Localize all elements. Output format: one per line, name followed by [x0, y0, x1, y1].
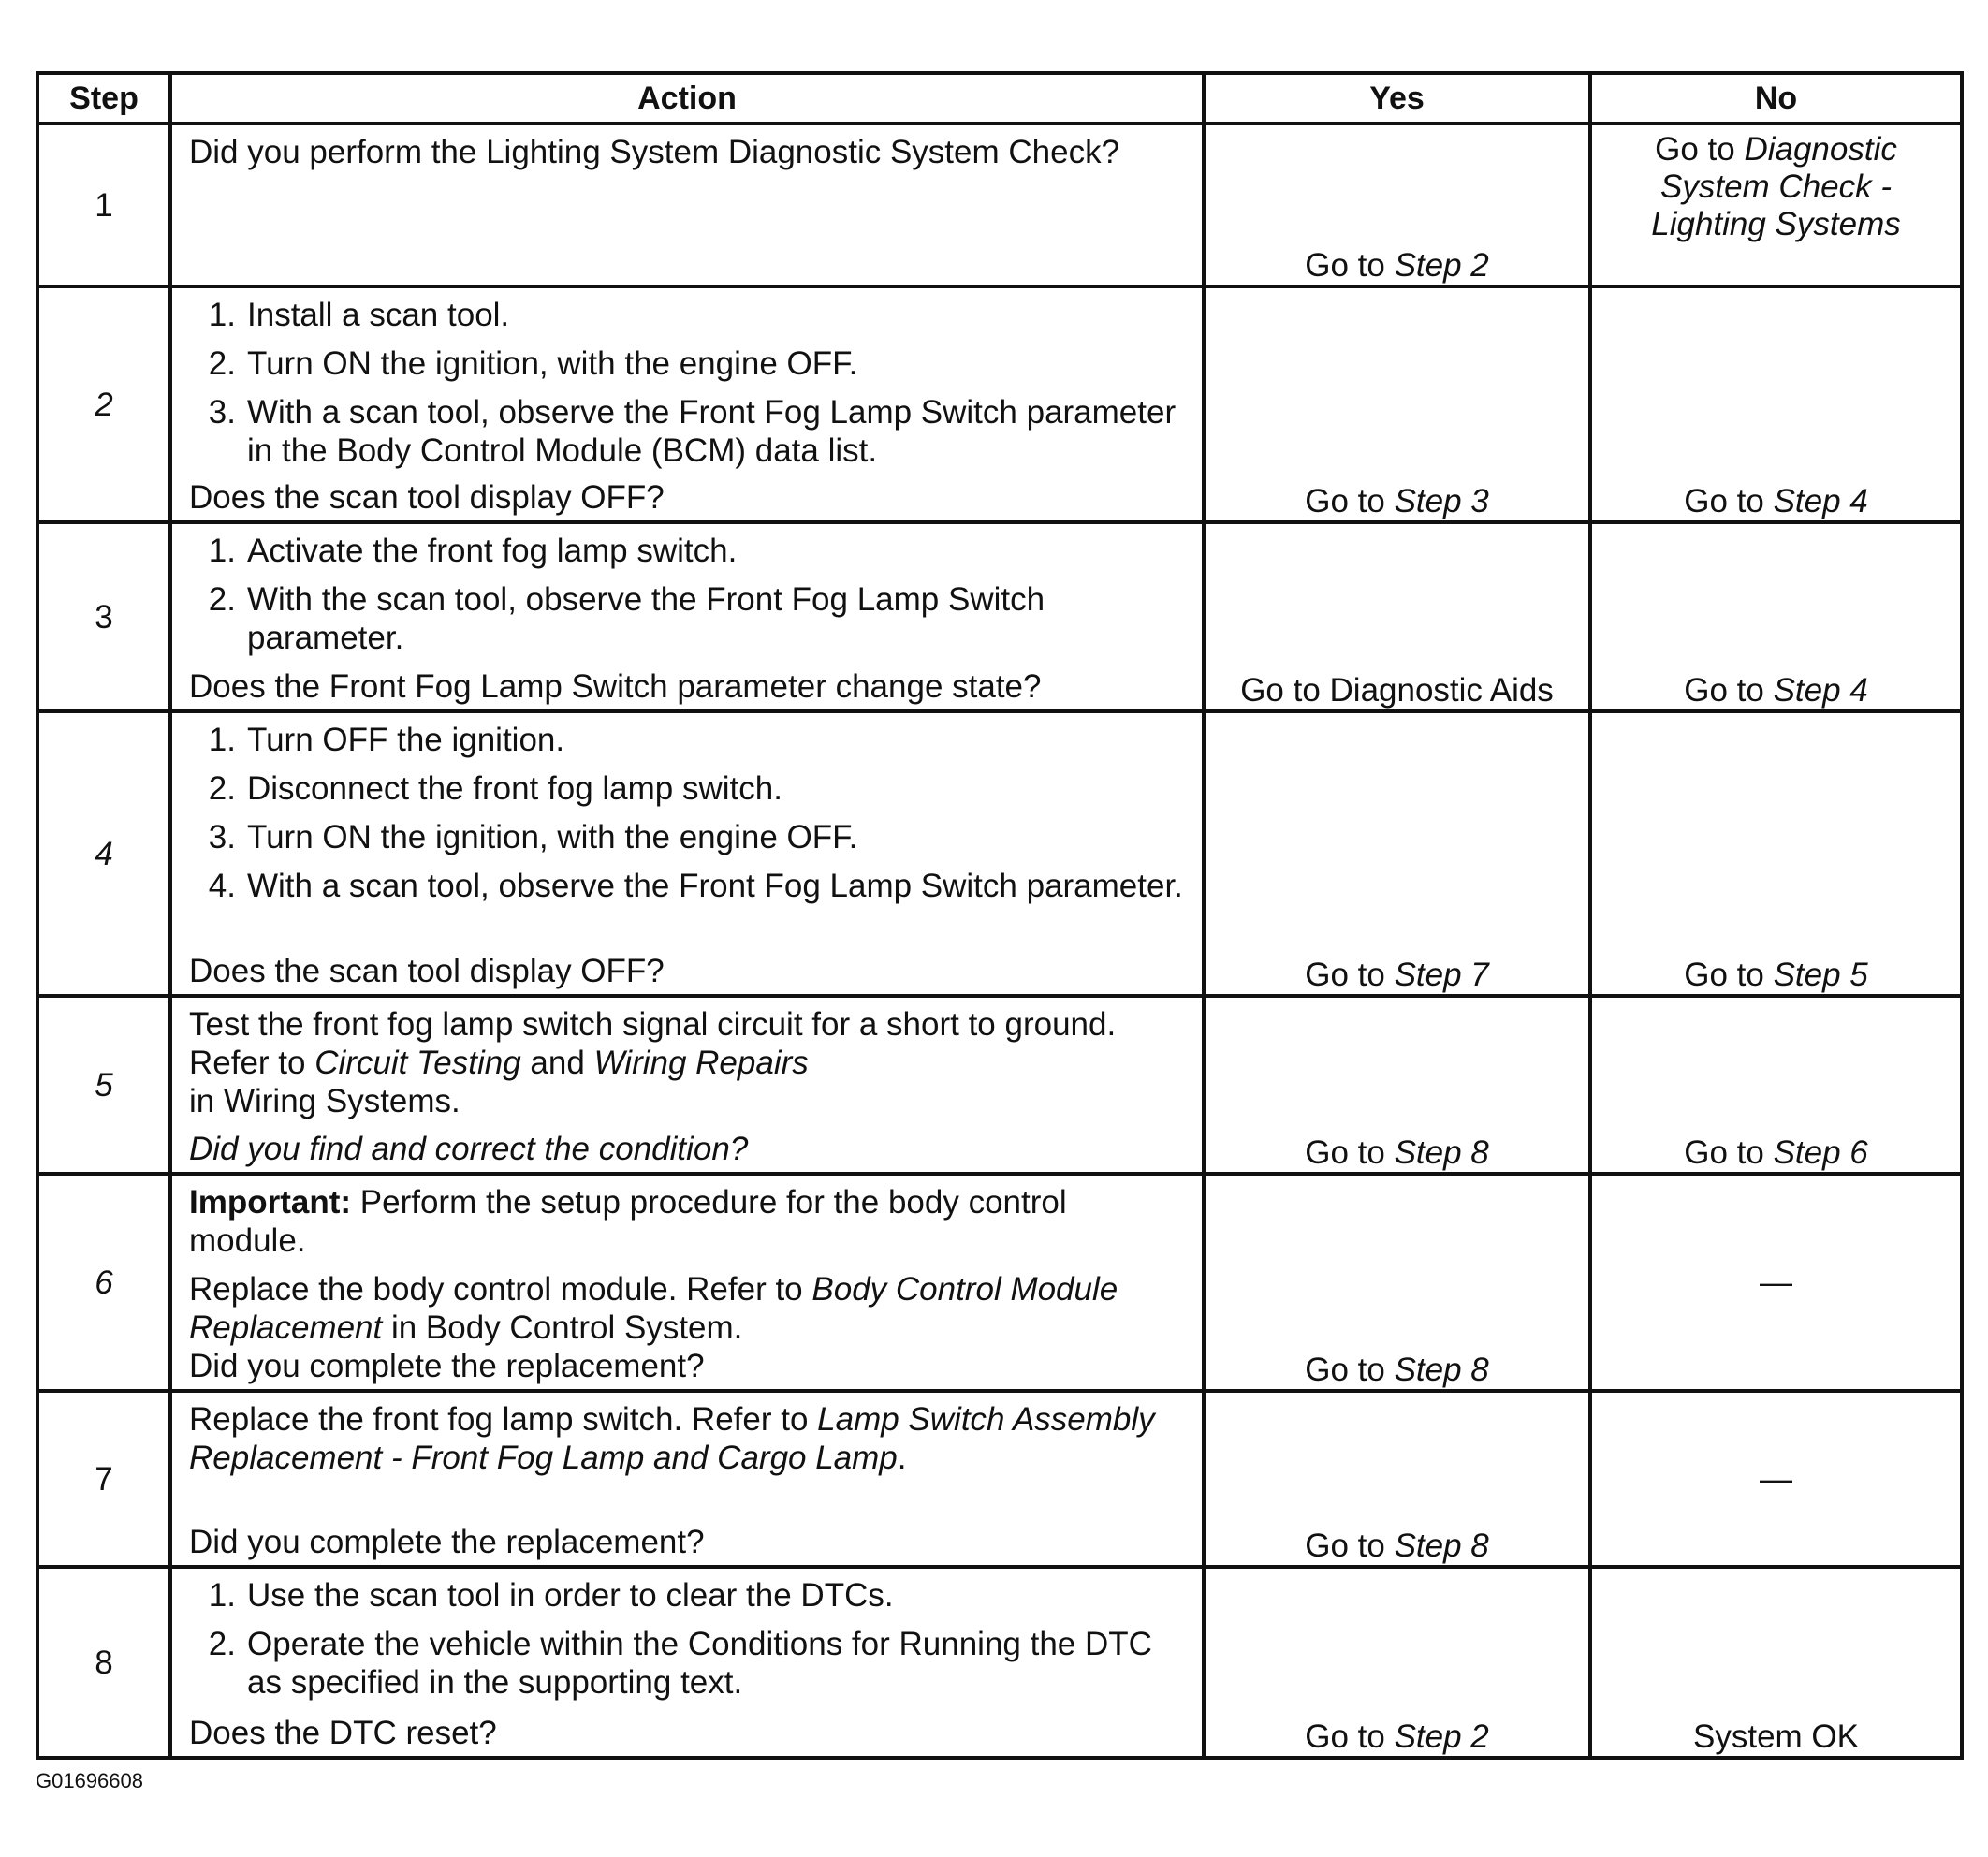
important-label: Important:: [189, 1184, 352, 1221]
question-text: Did you complete the replacement?: [189, 1524, 705, 1560]
no-prefix: Go to: [1684, 1134, 1774, 1171]
yes-link[interactable]: Go to Diagnostic Aids: [1240, 672, 1554, 709]
yes-cell: [1204, 522, 1590, 711]
step-number: 8: [37, 1567, 170, 1758]
no-step-link[interactable]: Step 4: [1773, 483, 1868, 519]
no-cell: —: [1590, 1391, 1962, 1567]
no-prefix: Go to: [1684, 483, 1774, 519]
no-link-line-1[interactable]: Diagnostic: [1744, 131, 1897, 168]
yes-cell: [1204, 1174, 1590, 1391]
action-text-line-3: in Wiring Systems.: [189, 1083, 460, 1119]
list-item: 3. Turn ON the ignition, with the engine OFF.: [208, 819, 858, 855]
question-text: Did you find and correct the condition?: [189, 1131, 749, 1167]
diagnostic-table: [36, 71, 1964, 1760]
question-text: Does the DTC reset?: [189, 1715, 497, 1751]
action-cell: [170, 1567, 1204, 1758]
no-link-line-2[interactable]: System Check -: [1660, 168, 1892, 205]
yes-prefix: Go to: [1305, 1528, 1395, 1564]
question-text: Does the scan tool display OFF?: [189, 953, 665, 989]
yes-prefix: Go to: [1305, 1134, 1395, 1171]
table-row: [37, 1567, 1962, 1758]
no-cell: [1590, 522, 1962, 711]
yes-prefix: Go to: [1305, 1718, 1395, 1755]
action-cell: [170, 996, 1204, 1174]
no-cell: [1590, 286, 1962, 522]
table-row: [37, 711, 1962, 996]
header-yes: Yes: [1204, 73, 1590, 124]
list-item: 4. With a scan tool, observe the Front Fog Lamp Switch parameter.: [208, 868, 1183, 904]
action-cell: [170, 522, 1204, 711]
no-step-link[interactable]: Step 4: [1773, 672, 1868, 709]
step-number: 7: [37, 1391, 170, 1567]
no-link-line-3[interactable]: Lighting Systems: [1651, 206, 1901, 242]
list-item: 1. Activate the front fog lamp switch.: [208, 533, 738, 569]
yes-prefix: Go to: [1305, 1352, 1395, 1388]
table-row: [37, 996, 1962, 1174]
table-header-row: [37, 73, 1962, 124]
important-note: Important: Perform the setup procedure for the body control module.: [189, 1184, 1067, 1259]
yes-step-link[interactable]: Step 8: [1394, 1528, 1489, 1564]
question-text: Did you complete the replacement?: [189, 1348, 705, 1384]
no-cell: [1590, 996, 1962, 1174]
yes-step-link[interactable]: Step 8: [1394, 1352, 1489, 1388]
step-number: 6: [37, 1174, 170, 1391]
action-text: Replace the front fog lamp switch. Refer to Lamp Switch Assembly Replacement - Front Fog Lamp and Cargo Lamp.: [189, 1401, 1155, 1476]
action-text-line-1: Test the front fog lamp switch signal circuit for a short to ground.: [189, 1006, 1117, 1043]
step-number: 2: [37, 286, 170, 522]
header-step: Step: [37, 73, 170, 124]
list-item: 1. Turn OFF the ignition.: [208, 722, 565, 758]
circuit-testing-link[interactable]: Circuit Testing: [314, 1045, 521, 1081]
list-item: 2. With the scan tool, observe the Front Fog Lamp Switch parameter.: [208, 581, 1045, 656]
no-prefix: Go to: [1684, 957, 1774, 993]
lamp-switch-replacement-link[interactable]: Lamp Switch Assembly Replacement - Front Fog Lamp and Cargo Lamp: [189, 1401, 1155, 1476]
list-item: 2. Disconnect the front fog lamp switch.: [208, 770, 782, 807]
header-no: No: [1590, 73, 1962, 124]
action-cell: [170, 1391, 1204, 1567]
no-result[interactable]: System OK: [1693, 1718, 1859, 1755]
yes-step-link[interactable]: Step 2: [1394, 247, 1489, 284]
question-text: Does the Front Fog Lamp Switch parameter change state?: [189, 668, 1042, 705]
list-item: 1. Install a scan tool.: [208, 297, 510, 333]
yes-cell: [1204, 124, 1590, 286]
action-text: Did you perform the Lighting System Diagnostic System Check?: [189, 134, 1120, 170]
list-item: 2. Turn ON the ignition, with the engine OFF.: [208, 345, 858, 382]
header-action: Action: [170, 73, 1204, 124]
wiring-repairs-link[interactable]: Wiring Repairs: [593, 1045, 809, 1081]
no-cell: —: [1590, 1174, 1962, 1391]
no-step-link[interactable]: Step 5: [1773, 957, 1868, 993]
action-cell: [170, 1174, 1204, 1391]
yes-step-link[interactable]: Step 2: [1394, 1718, 1489, 1755]
question-text: Does the scan tool display OFF?: [189, 479, 665, 516]
table-row: [37, 286, 1962, 522]
bcm-replacement-link[interactable]: Body Control Module Replacement: [189, 1271, 1118, 1346]
yes-cell: [1204, 286, 1590, 522]
action-text-line-2: Refer to Circuit Testing and Wiring Repairs: [189, 1045, 809, 1081]
yes-cell: [1204, 996, 1590, 1174]
yes-step-link[interactable]: Step 7: [1394, 957, 1489, 993]
table-row: [37, 1391, 1962, 1567]
action-cell: [170, 711, 1204, 996]
yes-cell: [1204, 1391, 1590, 1567]
action-text: Replace the body control module. Refer to Body Control Module Replacement in Body Control System.: [189, 1271, 1118, 1346]
list-item: 3. With a scan tool, observe the Front Fog Lamp Switch parameter in the Body Control Module (BCM) data list.: [208, 394, 1177, 469]
yes-prefix: Go to: [1305, 957, 1395, 993]
action-cell: [170, 286, 1204, 522]
list-item: 1. Use the scan tool in order to clear the DTCs.: [208, 1577, 894, 1614]
yes-cell: [1204, 711, 1590, 996]
step-number: 4: [37, 711, 170, 996]
table-row: [37, 522, 1962, 711]
step-number: 3: [37, 522, 170, 711]
action-cell: [170, 124, 1204, 286]
no-prefix: Go to: [1655, 131, 1745, 168]
yes-prefix: Go to: [1305, 483, 1395, 519]
step-number: 1: [37, 124, 170, 286]
yes-step-link[interactable]: Step 8: [1394, 1134, 1489, 1171]
no-step-link[interactable]: Step 6: [1773, 1134, 1868, 1171]
table-row: [37, 124, 1962, 286]
yes-cell: [1204, 1567, 1590, 1758]
no-prefix: Go to: [1684, 672, 1774, 709]
no-cell: [1590, 124, 1962, 286]
list-item: 2. Operate the vehicle within the Conditions for Running the DTC as specified in the supporting text.: [208, 1626, 1152, 1701]
figure-id: G01696608: [36, 1769, 143, 1792]
table-row: [37, 1174, 1962, 1391]
yes-prefix: Go to: [1305, 247, 1395, 284]
no-cell: [1590, 1567, 1962, 1758]
step-number: 5: [37, 996, 170, 1174]
yes-step-link[interactable]: Step 3: [1394, 483, 1489, 519]
no-cell: [1590, 711, 1962, 996]
